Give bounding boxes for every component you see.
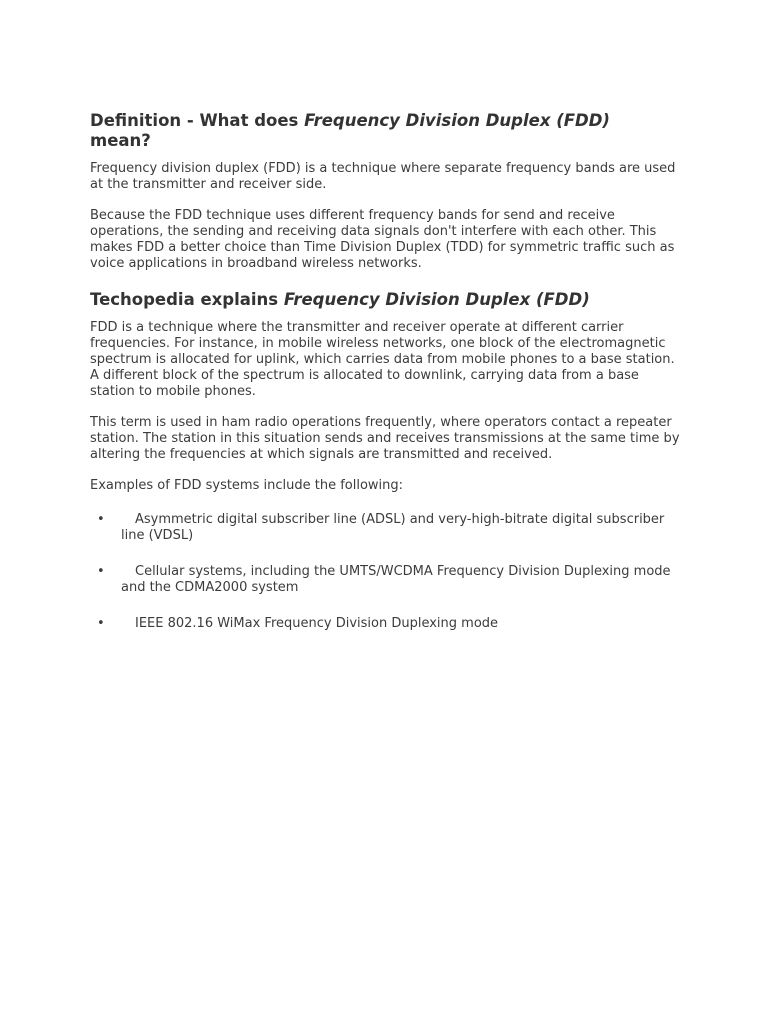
explains-paragraph: FDD is a technique where the transmitter and receiver operate at different carrier frequencies. For instance, in mobile wireless networks, one block of the electromagnetic spectrum is allocated for uplink, which carries data from mobile phones to a base station. A different block of the spectrum is allocated to downlink, carrying data from a base station to mobile phones. bbox=[90, 320, 675, 399]
bullet-icon: • bbox=[97, 512, 105, 527]
definition-heading-term: Frequency Division Duplex (FDD) bbox=[304, 111, 610, 130]
definition-heading-prefix: Definition - What does bbox=[90, 111, 305, 130]
definition-heading bbox=[90, 111, 680, 151]
explains-paragraph: This term is used in ham radio operations frequently, where operators contact a repeater station. The station in this situation sends and receives transmissions at the same time by altering the frequencies at which signals are transmitted and received. bbox=[90, 415, 680, 462]
explains-heading bbox=[90, 290, 680, 310]
definition-paragraph: Because the FDD technique uses different frequency bands for send and receive operations, the sending and receiving data signals don't interfere with each other. This makes FDD a better choice than Time Division Duplex (TDD) for symmetric traffic such as voice applications in broadband wireless networks. bbox=[90, 208, 675, 271]
list-item-text: Cellular systems, including the UMTS/WCDMA Frequency Division Duplexing mode and the CDMA2000 system bbox=[121, 564, 671, 595]
explains-paragraph: Examples of FDD systems include the following: bbox=[90, 478, 404, 493]
bullet-icon: • bbox=[97, 564, 105, 579]
fdd-examples-list bbox=[90, 512, 680, 632]
explains-heading-term: Frequency Division Duplex (FDD) bbox=[283, 290, 590, 309]
list-item bbox=[90, 616, 680, 632]
list-item bbox=[90, 564, 680, 596]
list-item-text: IEEE 802.16 WiMax Frequency Division Duplexing mode bbox=[135, 616, 499, 631]
definition-paragraph: Frequency division duplex (FDD) is a technique where separate frequency bands are used at the transmitter and receiver side. bbox=[90, 161, 676, 192]
explains-heading-prefix: Techopedia explains bbox=[90, 290, 284, 309]
list-item bbox=[90, 512, 680, 544]
document-page bbox=[90, 111, 680, 652]
definition-heading-suffix: mean? bbox=[90, 131, 151, 150]
list-item-text: Asymmetric digital subscriber line (ADSL) and very-high-bitrate digital subscriber line (VDSL) bbox=[121, 512, 665, 543]
bullet-icon: • bbox=[97, 616, 105, 631]
